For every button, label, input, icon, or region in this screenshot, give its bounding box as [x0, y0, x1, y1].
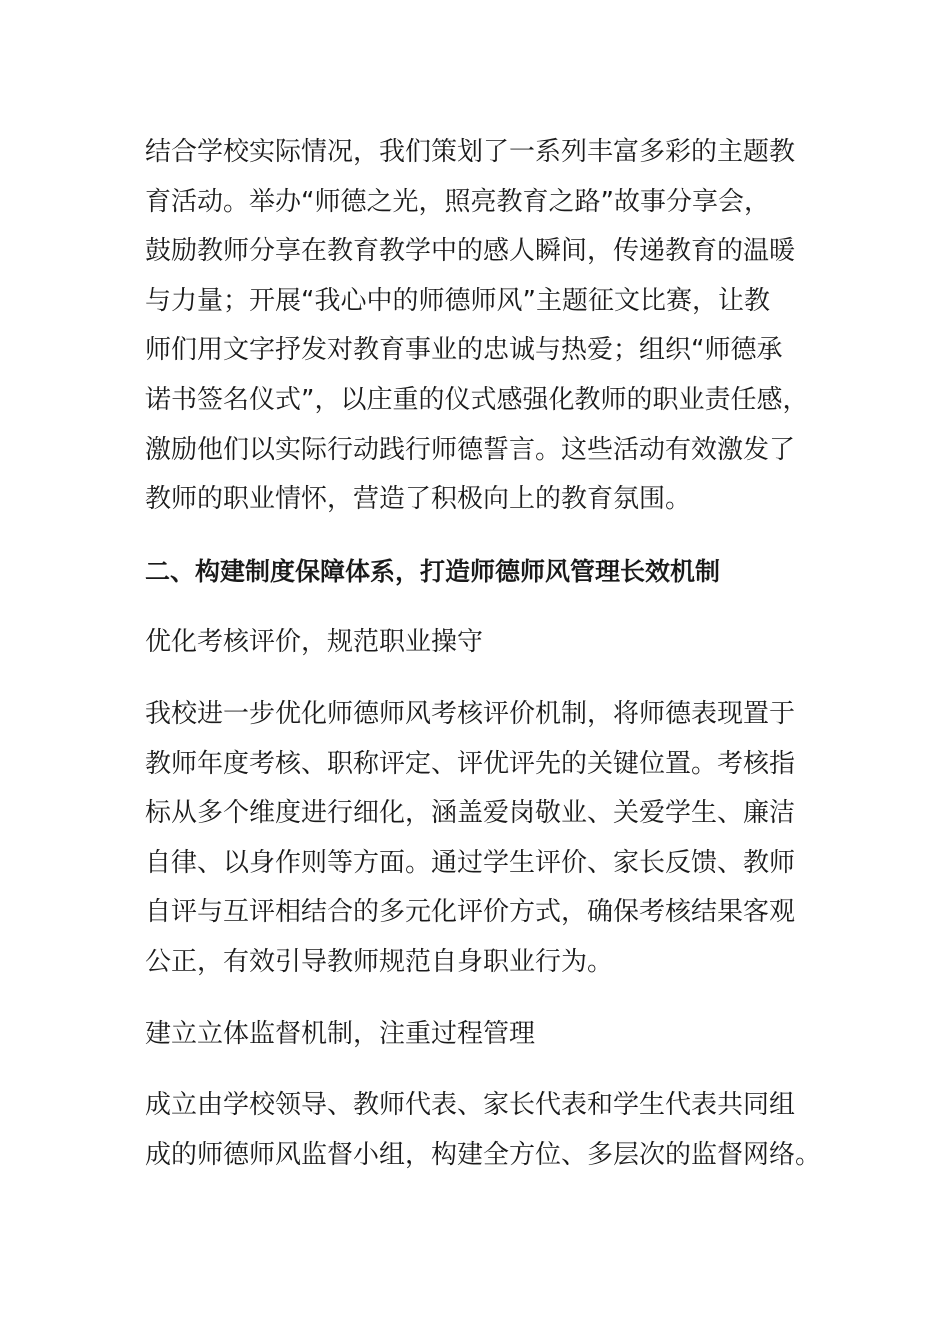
text-line: 成立由学校领导、教师代表、家长代表和学生代表共同组 [145, 1090, 796, 1121]
text-line: 激励他们以实际行动践行师德誓言。这些活动有效激发了 [145, 434, 796, 465]
text-line: 结合学校实际情况，我们策划了一系列丰富多彩的主题教 [145, 137, 796, 167]
text-line: 与力量；开展“我心中的师德师风”主题征文比赛，让教 [145, 285, 770, 316]
text-line: 鼓励教师分享在教育教学中的感人瞬间，传递教育的温暖 [145, 236, 796, 267]
text-line: 教师年度考核、职称评定、评优评先的关键位置。考核指 [145, 748, 796, 779]
section-heading: 二、构建制度保障体系，打造师德师风管理长效机制 [145, 556, 721, 586]
text-line: 育活动。举办“师德之光，照亮教育之路”故事分享会， [145, 186, 770, 217]
text-line: 教师的职业情怀，营造了积极向上的教育氛围。 [145, 484, 692, 515]
text-line: 标从多个维度进行细化，涵盖爱岗敬业、关爱学生、廉洁 [145, 798, 796, 829]
text-line: 诺书签名仪式”，以庄重的仪式感强化教师的职业责任感， [145, 384, 809, 415]
paragraph-supervision [145, 1081, 822, 1180]
text-line: 师们用文字抒发对教育事业的忠诚与热爱；组织“师德承 [145, 335, 783, 366]
text-line: 自律、以身作则等方面。通过学生评价、家长反馈、教师 [145, 847, 796, 878]
text-line: 成的师德师风监督小组，构建全方位、多层次的监督网络。 [145, 1139, 822, 1170]
text-line: 公正，有效引导教师规范自身职业行为。 [145, 946, 614, 977]
paragraph-activities [145, 128, 815, 525]
paragraph-assessment [145, 690, 815, 988]
document-page [145, 128, 822, 1180]
subheading-supervision: 建立立体监督机制，注重过程管理 [145, 1018, 536, 1049]
text-line: 自评与互评相结合的多元化评价方式，确保考核结果客观 [145, 897, 796, 928]
subheading-assessment: 优化考核评价，规范职业操守 [145, 627, 484, 658]
text-line: 我校进一步优化师德师风考核评价机制，将师德表现置于 [145, 698, 796, 729]
